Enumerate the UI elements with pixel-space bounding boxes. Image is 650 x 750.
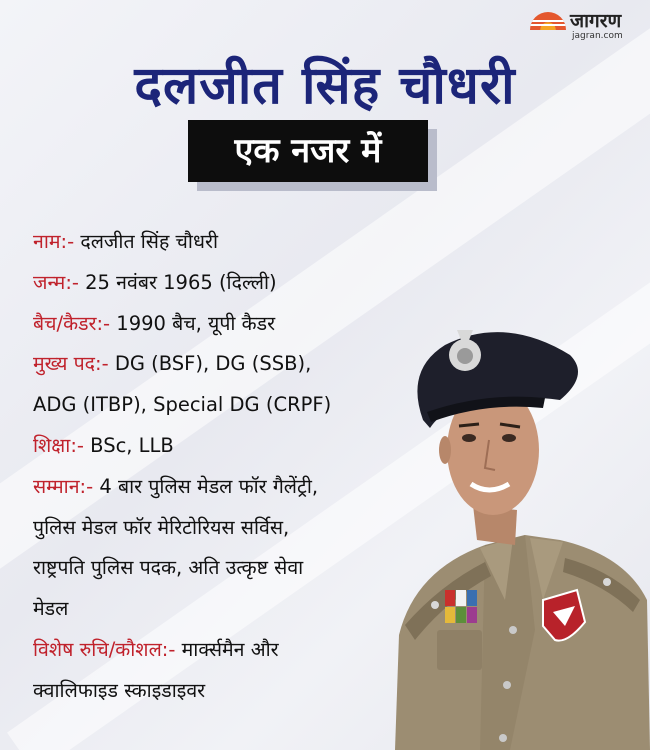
page-title: दलजीत सिंह चौधरी <box>134 56 516 116</box>
info-value: 1990 बैच, यूपी कैडर <box>116 311 276 335</box>
info-row-honours-cont <box>33 589 433 630</box>
sun-logo-icon <box>530 12 566 30</box>
info-value: दलजीत सिंह चौधरी <box>80 230 218 253</box>
subtitle-banner: एक नजर में <box>188 120 428 182</box>
info-value: ADG (ITBP), Special DG (CRPF) <box>33 393 332 417</box>
jagran-logo[interactable] <box>530 10 645 46</box>
info-label: शिक्षा:- <box>33 433 84 457</box>
info-row-birth <box>33 263 433 304</box>
info-row-honours-cont <box>33 508 433 549</box>
info-value: पुलिस मेडल फॉर मेरिटोरियस सर्विस, <box>33 515 290 539</box>
brand-domain: jagran.com <box>572 31 623 41</box>
info-label: जन्म:- <box>33 270 79 294</box>
info-label: सम्मान:- <box>33 474 94 498</box>
info-row-honours <box>33 467 433 508</box>
brand-name: जागरण <box>570 10 622 32</box>
info-row-education <box>33 426 433 467</box>
info-label: नाम:- <box>33 230 75 253</box>
info-value: 4 बार पुलिस मेडल फॉर गैलेंट्री, <box>99 474 319 498</box>
info-row-posts <box>33 344 433 385</box>
info-row-skills <box>33 630 433 671</box>
officer-portrait <box>385 300 650 750</box>
info-value: DG (BSF), DG (SSB), <box>114 352 312 376</box>
info-value: मेडल <box>33 597 69 621</box>
info-value: राष्ट्रपति पुलिस पदक, अति उत्कृष्ट सेवा <box>33 556 304 580</box>
info-value: क्वालिफाइड स्काइडाइवर <box>33 678 206 702</box>
info-row-honours-cont <box>33 548 433 589</box>
info-list <box>33 222 433 712</box>
info-row-batch <box>33 304 433 345</box>
info-row-posts-cont <box>33 385 433 426</box>
info-label: बैच/कैडर:- <box>33 311 111 335</box>
info-row-name <box>33 222 433 263</box>
info-value: 25 नवंबर 1965 (दिल्ली) <box>85 270 277 294</box>
info-value: मार्क्समैन और <box>181 637 279 661</box>
info-label: मुख्य पद:- <box>33 352 109 376</box>
info-row-skills-cont <box>33 671 433 712</box>
info-value: BSc, LLB <box>90 433 174 457</box>
info-label: विशेष रुचि/कौशल:- <box>33 637 176 661</box>
